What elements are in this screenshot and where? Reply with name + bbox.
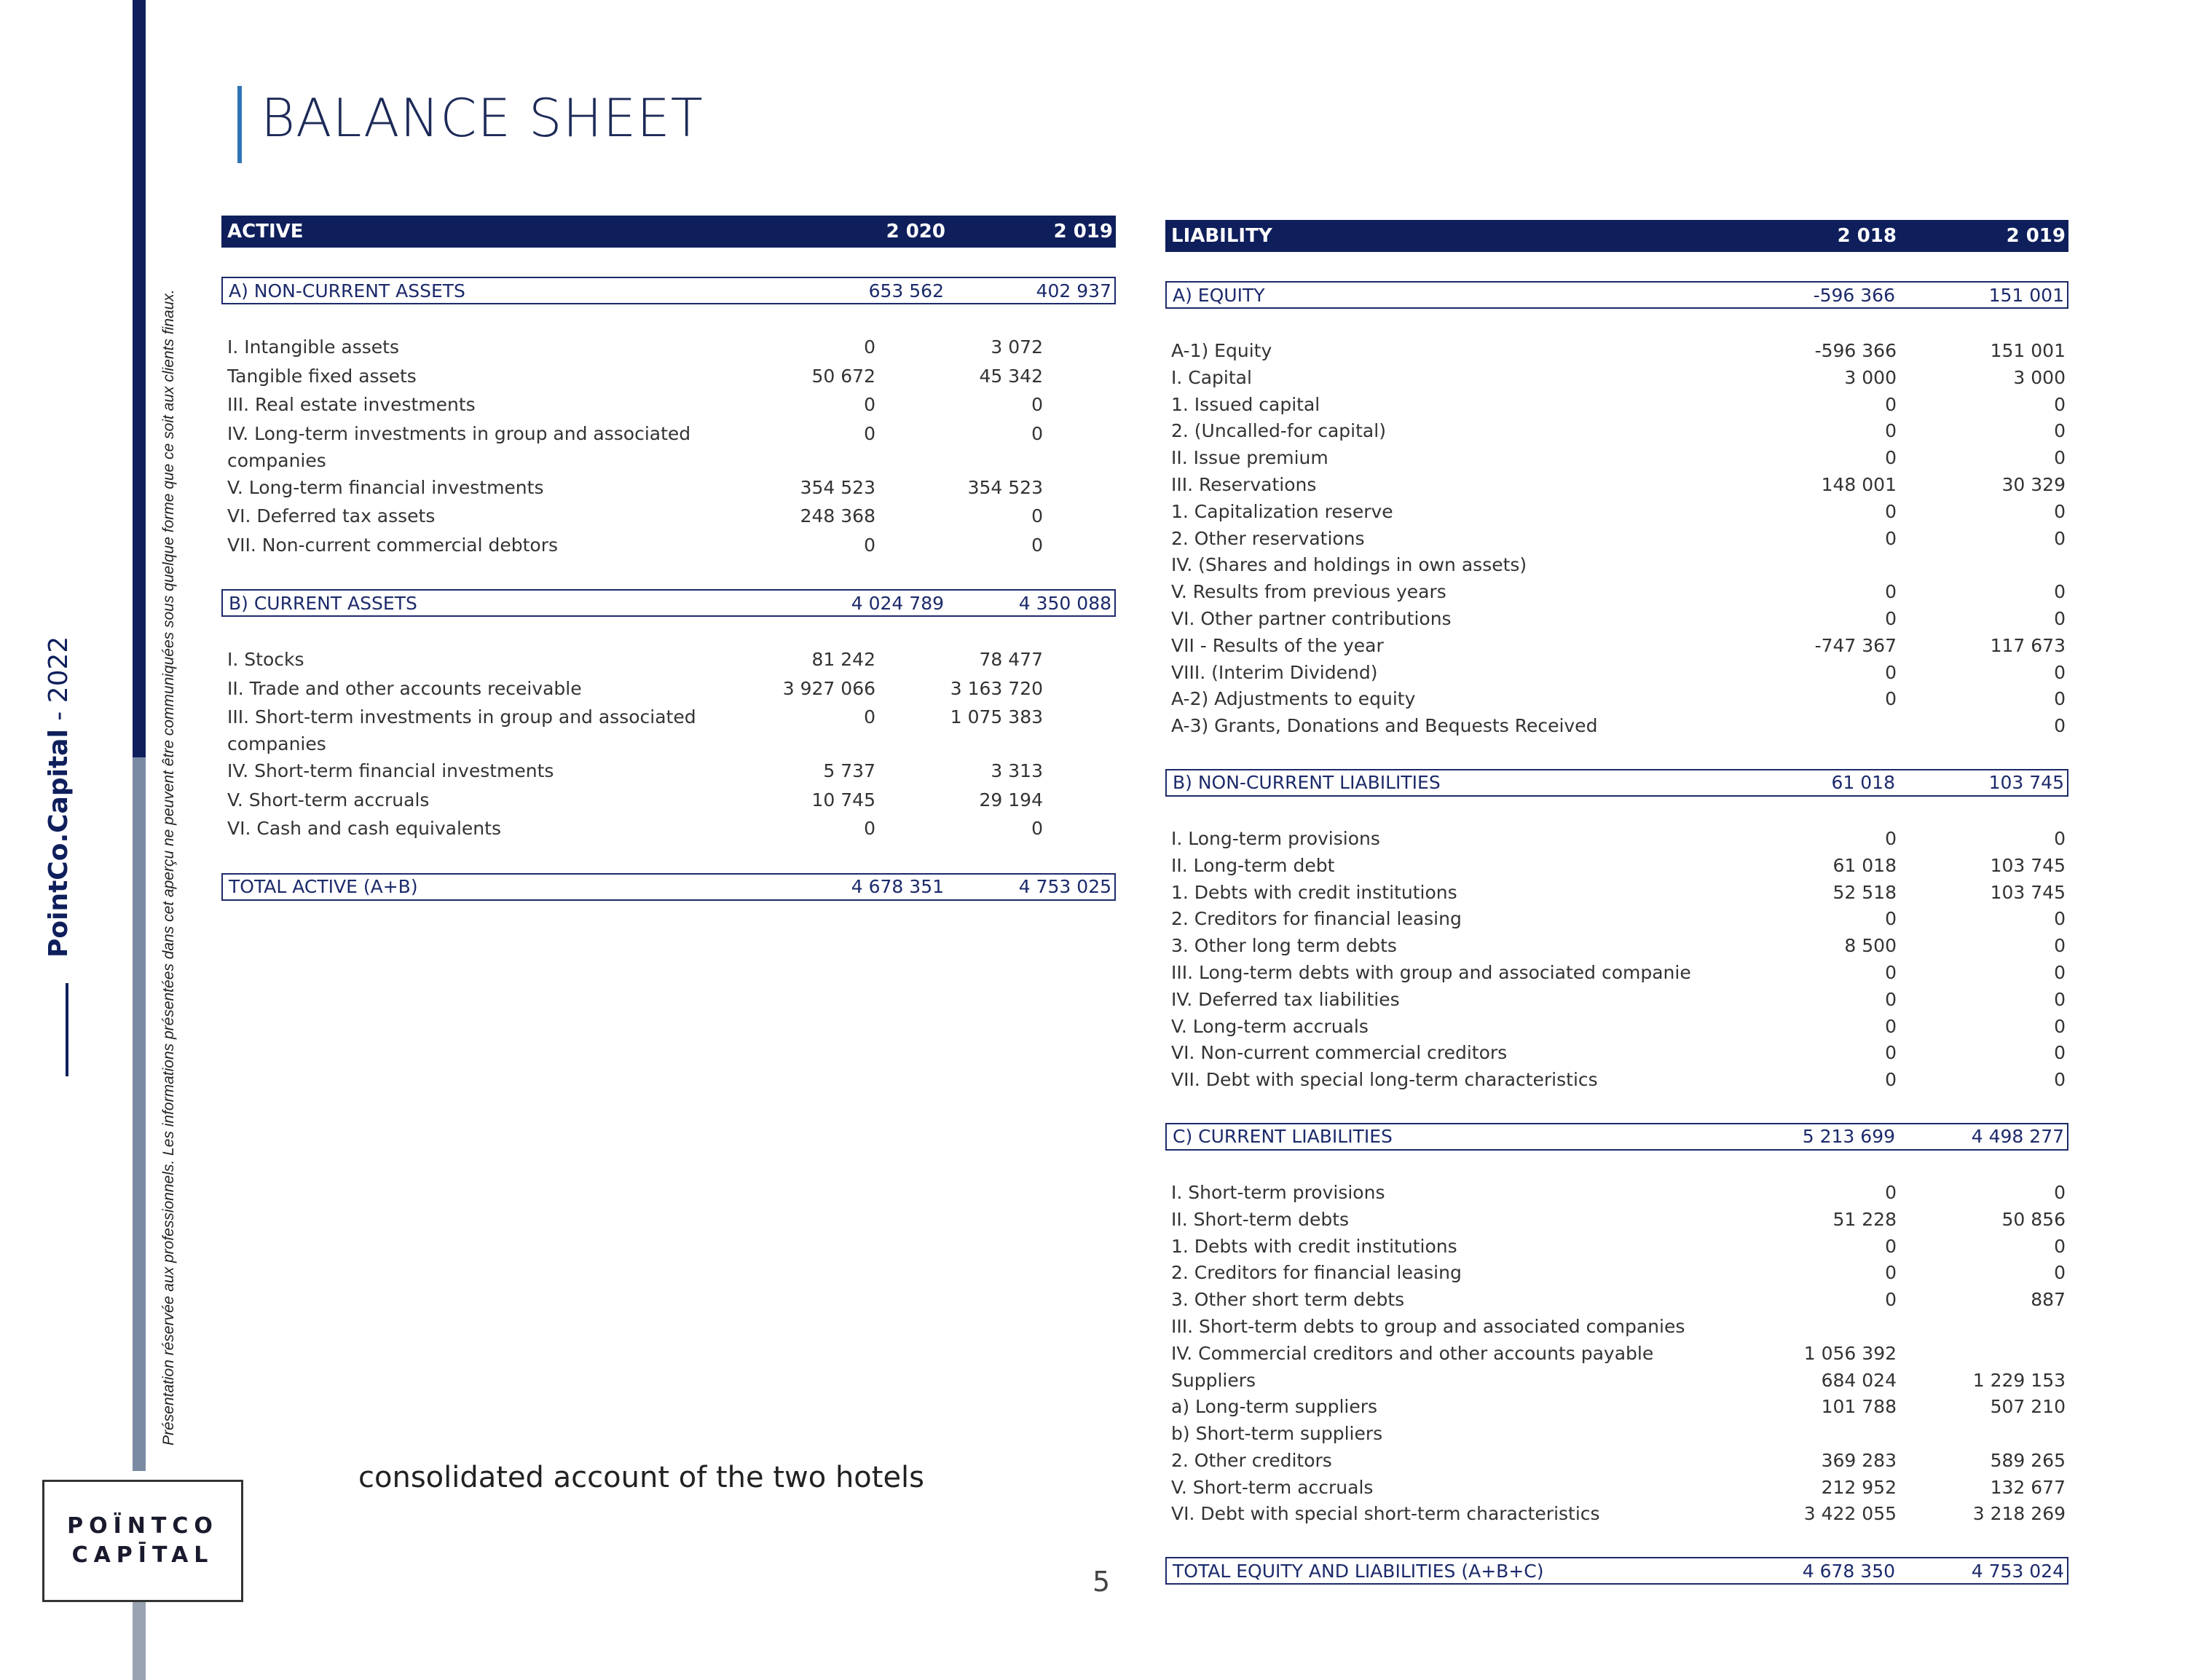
row-value-2: 3 218 269 — [1972, 1503, 2066, 1525]
table-row — [1165, 987, 2068, 1014]
row-label: V. Long-term financial investments — [227, 476, 544, 498]
row-label: III. Short-term debts to group and associated companies — [1171, 1315, 1685, 1337]
table-row — [221, 703, 1116, 757]
title-accent — [237, 86, 242, 163]
section-value-2: 151 001 — [1988, 284, 2064, 306]
section-value-1: 4 024 789 — [851, 592, 944, 614]
row-value-1: 0 — [1885, 1262, 1897, 1284]
row-value-2: 0 — [2054, 607, 2066, 629]
table-row — [1165, 906, 2068, 933]
liability-header-row — [1165, 220, 2068, 252]
row-value-1: 0 — [864, 706, 875, 727]
row-label: Suppliers — [1171, 1369, 1256, 1391]
row-value-1: 0 — [864, 336, 875, 358]
table-row — [1165, 1287, 2068, 1314]
row-label: IV. Deferred tax liabilities — [1171, 988, 1400, 1010]
row-label: 1. Capitalization reserve — [1171, 500, 1393, 522]
table-row — [221, 474, 1116, 503]
row-value-2: 0 — [2054, 1069, 2066, 1091]
table-row — [1165, 1341, 2068, 1368]
table-row — [221, 420, 1116, 474]
row-label: II. Issue premium — [1171, 447, 1328, 469]
row-value-2: 1 229 153 — [1972, 1369, 2066, 1391]
table-row — [1165, 1260, 2068, 1287]
row-label: II. Long-term debt — [1171, 854, 1335, 876]
row-value-2: 0 — [2054, 1235, 2066, 1257]
table-row — [221, 675, 1116, 704]
row-value-1: 354 523 — [800, 476, 875, 498]
row-label: a) Long-term suppliers — [1171, 1396, 1378, 1418]
table-row — [221, 502, 1116, 532]
row-value-1: 0 — [1885, 393, 1897, 415]
table-row — [1165, 853, 2068, 880]
row-value-1: 1 056 392 — [1803, 1342, 1897, 1364]
table-row — [1165, 1368, 2068, 1395]
row-value-2: 0 — [2054, 661, 2066, 683]
table-row — [1165, 526, 2068, 553]
table-row — [1165, 1501, 2068, 1528]
total-label: TOTAL EQUITY AND LIABILITIES (A+B+C) — [1173, 1560, 1544, 1582]
total-value-1: 4 678 351 — [851, 876, 944, 897]
table-row — [1165, 472, 2068, 499]
table-row — [1165, 1448, 2068, 1475]
table-row — [1165, 933, 2068, 960]
row-value-1: 0 — [1885, 1069, 1897, 1091]
row-value-1: 0 — [864, 534, 875, 556]
row-value-2: 0 — [1031, 422, 1043, 444]
row-value-1: 684 024 — [1821, 1369, 1897, 1391]
row-value-2: 117 673 — [1990, 634, 2066, 656]
row-value-2: 589 265 — [1990, 1449, 2066, 1471]
table-row — [1165, 1014, 2068, 1041]
row-value-1: 0 — [1885, 500, 1897, 522]
row-value-1: 81 242 — [811, 649, 875, 670]
row-value-1: 61 018 — [1832, 854, 1897, 876]
table-row — [1165, 660, 2068, 687]
row-value-2: 0 — [2054, 827, 2066, 849]
row-label: I. Stocks — [227, 649, 304, 670]
row-label: VI. Debt with special short-term characteristics — [1171, 1503, 1600, 1525]
table-row — [221, 363, 1116, 392]
row-label: IV. (Shares and holdings in own assets) — [1171, 554, 1527, 576]
row-value-2: 0 — [2054, 1015, 2066, 1037]
row-label: III. Short-term investments in group and associated companies — [227, 706, 696, 754]
row-value-1: -596 366 — [1814, 340, 1897, 361]
row-value-2: 3 163 720 — [950, 677, 1043, 699]
row-label: VI. Non-current commercial creditors — [1171, 1042, 1508, 1064]
row-value-1: 3 422 055 — [1803, 1503, 1897, 1525]
section-value-1: 5 213 699 — [1802, 1126, 1895, 1148]
table-row — [1165, 1421, 2068, 1448]
table-row — [1165, 826, 2068, 853]
table-row — [1165, 606, 2068, 633]
row-label: 1. Issued capital — [1171, 393, 1320, 415]
row-value-1: 0 — [1885, 527, 1897, 549]
row-value-2: 0 — [2054, 715, 2066, 737]
page-number: 5 — [1092, 1566, 1111, 1598]
row-value-2: 0 — [2054, 935, 2066, 957]
row-label: III. Reservations — [1171, 473, 1317, 495]
row-label: V. Long-term accruals — [1171, 1015, 1369, 1037]
row-label: 2. Other creditors — [1171, 1449, 1332, 1471]
row-value-2: 0 — [1031, 394, 1043, 415]
row-label: VI. Other partner contributions — [1171, 607, 1452, 629]
spacer — [221, 617, 1116, 646]
table-row — [221, 334, 1116, 363]
row-label: I. Intangible assets — [227, 336, 399, 358]
row-value-1: 0 — [1885, 908, 1897, 930]
spacer — [1165, 797, 2068, 826]
row-value-2: 3 000 — [2013, 366, 2066, 388]
brand-name: PointCo.Capital — [44, 729, 74, 958]
row-value-1: 0 — [864, 422, 875, 444]
row-label: b) Short-term suppliers — [1171, 1423, 1383, 1445]
row-label: VII - Results of the year — [1171, 634, 1384, 656]
table-row — [221, 532, 1116, 561]
row-value-2: 0 — [2054, 581, 2066, 603]
row-value-2: 103 745 — [1990, 881, 2066, 903]
footnote: consolidated account of the two hotels — [358, 1461, 925, 1494]
section-label: B) NON-CURRENT LIABILITIES — [1173, 772, 1441, 794]
row-value-2: 0 — [2054, 908, 2066, 930]
section-label: A) NON-CURRENT ASSETS — [229, 280, 465, 301]
row-label: II. Trade and other accounts receivable — [227, 677, 582, 699]
active-header-label: ACTIVE — [227, 221, 304, 242]
table-row — [1165, 338, 2068, 365]
row-value-2: 3 313 — [991, 760, 1043, 781]
row-value-1: -747 367 — [1814, 634, 1897, 656]
row-label: A-3) Grants, Donations and Bequests Received — [1171, 715, 1598, 737]
liability-header-year-1: 2 018 — [1837, 225, 1897, 247]
row-label: 1. Debts with credit institutions — [1171, 881, 1457, 903]
section-value-2: 402 937 — [1036, 280, 1111, 301]
section-value-2: 4 498 277 — [1971, 1126, 2064, 1148]
row-value-1: 0 — [1885, 1289, 1897, 1311]
table-row — [1165, 713, 2068, 740]
brand-divider — [66, 983, 68, 1076]
row-value-1: 0 — [864, 818, 875, 839]
row-value-2: 0 — [2054, 961, 2066, 983]
section-header-row — [221, 589, 1116, 617]
row-label: III. Long-term debts with group and associated companie — [1171, 961, 1691, 983]
row-value-1: 50 672 — [811, 365, 875, 387]
section-label: C) CURRENT LIABILITIES — [1173, 1126, 1393, 1148]
row-value-1: 0 — [1885, 988, 1897, 1010]
table-row — [1165, 579, 2068, 606]
row-label: VI. Deferred tax assets — [227, 505, 436, 527]
total-label: TOTAL ACTIVE (A+B) — [229, 876, 418, 897]
liability-table — [1165, 220, 2068, 1585]
table-row — [1165, 499, 2068, 526]
row-value-2: 30 329 — [2001, 473, 2066, 495]
section-header-row — [1165, 769, 2068, 797]
row-label: 3. Other short term debts — [1171, 1289, 1405, 1311]
table-row — [1165, 960, 2068, 987]
row-value-2: 0 — [2054, 988, 2066, 1010]
row-label: 2. Creditors for financial leasing — [1171, 908, 1462, 930]
row-label: II. Short-term debts — [1171, 1208, 1350, 1230]
row-value-2: 0 — [2054, 393, 2066, 415]
row-value-1: 0 — [1885, 1235, 1897, 1257]
table-row — [221, 646, 1116, 675]
row-value-1: 5 737 — [823, 760, 875, 781]
section-label: A) EQUITY — [1173, 284, 1265, 306]
row-value-1: 0 — [1885, 447, 1897, 469]
table-row — [1165, 880, 2068, 907]
total-value-2: 4 753 024 — [1971, 1560, 2064, 1582]
row-value-2: 103 745 — [1990, 854, 2066, 876]
spacer — [1165, 1094, 2068, 1123]
section-value-2: 103 745 — [1988, 772, 2064, 794]
liability-header-label: LIABILITY — [1171, 225, 1272, 247]
row-value-2: 507 210 — [1990, 1396, 2066, 1418]
row-label: III. Real estate investments — [227, 394, 476, 415]
logo-line-1: POÏNTCO — [67, 1513, 219, 1539]
section-header-row — [221, 277, 1116, 304]
table-row — [1165, 418, 2068, 445]
row-label: 2. (Uncalled-for capital) — [1171, 420, 1386, 442]
spacer — [1165, 740, 2068, 769]
table-row — [1165, 392, 2068, 419]
spacer — [1165, 309, 2068, 338]
spacer — [221, 560, 1116, 589]
row-label: V. Short-term accruals — [227, 789, 430, 811]
table-row — [221, 757, 1116, 786]
row-value-1: 3 000 — [1844, 366, 1897, 388]
brand-separator: - — [44, 703, 74, 730]
row-label: VII. Non-current commercial debtors — [227, 534, 559, 556]
section-value-1: 61 018 — [1831, 772, 1895, 794]
row-value-2: 50 856 — [2001, 1208, 2066, 1230]
active-header-year-2: 2 019 — [1053, 221, 1113, 242]
row-value-2: 0 — [2054, 688, 2066, 710]
table-row — [1165, 1207, 2068, 1234]
spacer — [1165, 1528, 2068, 1557]
brand-label — [44, 636, 74, 958]
row-value-1: 369 283 — [1821, 1449, 1897, 1471]
row-value-1: 0 — [1885, 661, 1897, 683]
row-value-1: 8 500 — [1844, 935, 1897, 957]
row-label: I. Capital — [1171, 366, 1252, 388]
row-value-2: 0 — [2054, 1262, 2066, 1284]
row-value-1: 3 927 066 — [782, 677, 875, 699]
row-value-1: 148 001 — [1821, 473, 1897, 495]
row-label: 2. Creditors for financial leasing — [1171, 1262, 1462, 1284]
row-label: I. Short-term provisions — [1171, 1181, 1385, 1203]
row-value-1: 0 — [1885, 581, 1897, 603]
spacer — [221, 248, 1116, 277]
row-value-2: 29 194 — [979, 789, 1043, 811]
sidebar-accent-bar-lower — [133, 757, 146, 1471]
row-label: A-2) Adjustments to equity — [1171, 688, 1416, 710]
row-value-1: 0 — [1885, 607, 1897, 629]
row-value-1: 51 228 — [1832, 1208, 1897, 1230]
row-label: 3. Other long term debts — [1171, 935, 1397, 957]
row-value-2: 0 — [1031, 534, 1043, 556]
table-row — [221, 391, 1116, 420]
total-row — [221, 873, 1116, 901]
spacer — [221, 304, 1116, 334]
row-label: A-1) Equity — [1171, 340, 1272, 361]
section-value-1: 653 562 — [868, 280, 944, 301]
section-value-2: 4 350 088 — [1018, 592, 1111, 614]
row-value-2: 0 — [2054, 1042, 2066, 1064]
row-value-1: 0 — [1885, 1181, 1897, 1203]
table-row — [1165, 365, 2068, 392]
spacer — [1165, 1151, 2068, 1180]
section-header-row — [1165, 281, 2068, 309]
row-value-1: 0 — [1885, 1042, 1897, 1064]
total-value-2: 4 753 025 — [1018, 876, 1111, 897]
row-value-1: 248 368 — [800, 505, 875, 527]
spacer — [221, 844, 1116, 873]
total-value-1: 4 678 350 — [1802, 1560, 1895, 1582]
table-row — [1165, 1067, 2068, 1094]
row-label: Tangible fixed assets — [227, 365, 417, 387]
row-label: 2. Other reservations — [1171, 527, 1365, 549]
row-label: 1. Debts with credit institutions — [1171, 1235, 1457, 1257]
row-label: V. Results from previous years — [1171, 581, 1446, 603]
section-value-1: -596 366 — [1813, 284, 1895, 306]
row-label: IV. Short-term financial investments — [227, 760, 554, 781]
table-row — [1165, 1314, 2068, 1341]
brand-year: 2022 — [44, 636, 74, 703]
row-label: VII. Debt with special long-term characteristics — [1171, 1069, 1598, 1091]
disclaimer-text: Présentation réservée aux professionnels. Les informations présentées dans cet aperçu ne peuvent être communiquées sous quelque forme que ce soit aux clients finaux. — [160, 289, 177, 1446]
table-row — [221, 786, 1116, 816]
table-row — [1165, 686, 2068, 713]
row-value-2: 132 677 — [1990, 1476, 2066, 1498]
row-value-2: 0 — [2054, 527, 2066, 549]
row-value-1: 52 518 — [1832, 881, 1897, 903]
row-label: I. Long-term provisions — [1171, 827, 1380, 849]
row-value-1: 0 — [1885, 688, 1897, 710]
table-row — [1165, 633, 2068, 660]
row-value-1: 0 — [1885, 827, 1897, 849]
row-value-1: 0 — [1885, 420, 1897, 442]
row-value-2: 78 477 — [979, 649, 1043, 670]
sidebar-accent-bar-bottom — [133, 1602, 146, 1680]
row-label: VI. Cash and cash equivalents — [227, 818, 501, 839]
row-value-2: 0 — [1031, 505, 1043, 527]
row-value-2: 1 075 383 — [950, 706, 1043, 727]
row-label: IV. Long-term investments in group and associated companies — [227, 422, 691, 471]
table-row — [1165, 1475, 2068, 1502]
row-value-2: 151 001 — [1990, 340, 2066, 361]
row-value-1: 0 — [1885, 1015, 1897, 1037]
row-label: VIII. (Interim Dividend) — [1171, 661, 1378, 683]
row-value-2: 0 — [2054, 420, 2066, 442]
active-header-year-1: 2 020 — [886, 221, 945, 242]
table-row — [1165, 552, 2068, 579]
table-row — [1165, 1040, 2068, 1067]
row-value-2: 0 — [1031, 818, 1043, 839]
row-value-2: 354 523 — [967, 476, 1043, 498]
row-value-2: 45 342 — [979, 365, 1043, 387]
sidebar-accent-bar — [133, 0, 146, 757]
row-label: IV. Commercial creditors and other accounts payable — [1171, 1342, 1654, 1364]
liability-header-year-2: 2 019 — [2006, 225, 2066, 247]
row-value-2: 3 072 — [991, 336, 1043, 358]
row-value-1: 0 — [864, 394, 875, 415]
active-table — [221, 216, 1116, 901]
page-title: BALANCE SHEET — [261, 87, 704, 149]
row-value-1: 0 — [1885, 961, 1897, 983]
row-value-2: 0 — [2054, 500, 2066, 522]
row-value-1: 101 788 — [1821, 1396, 1897, 1418]
row-value-2: 0 — [2054, 447, 2066, 469]
logo-line-2: CAPĪTAL — [71, 1542, 214, 1568]
table-row — [221, 815, 1116, 844]
spacer — [1165, 252, 2068, 281]
row-value-2: 0 — [2054, 1181, 2066, 1203]
table-row — [1165, 445, 2068, 472]
total-row — [1165, 1557, 2068, 1585]
company-logo — [42, 1480, 243, 1602]
row-value-1: 212 952 — [1821, 1476, 1897, 1498]
row-label: V. Short-term accruals — [1171, 1476, 1374, 1498]
table-row — [1165, 1234, 2068, 1261]
row-value-1: 10 745 — [811, 789, 875, 811]
row-value-2: 887 — [2031, 1289, 2066, 1311]
active-header-row — [221, 216, 1116, 248]
section-header-row — [1165, 1123, 2068, 1151]
table-row — [1165, 1180, 2068, 1207]
section-label: B) CURRENT ASSETS — [229, 592, 417, 614]
table-row — [1165, 1394, 2068, 1421]
